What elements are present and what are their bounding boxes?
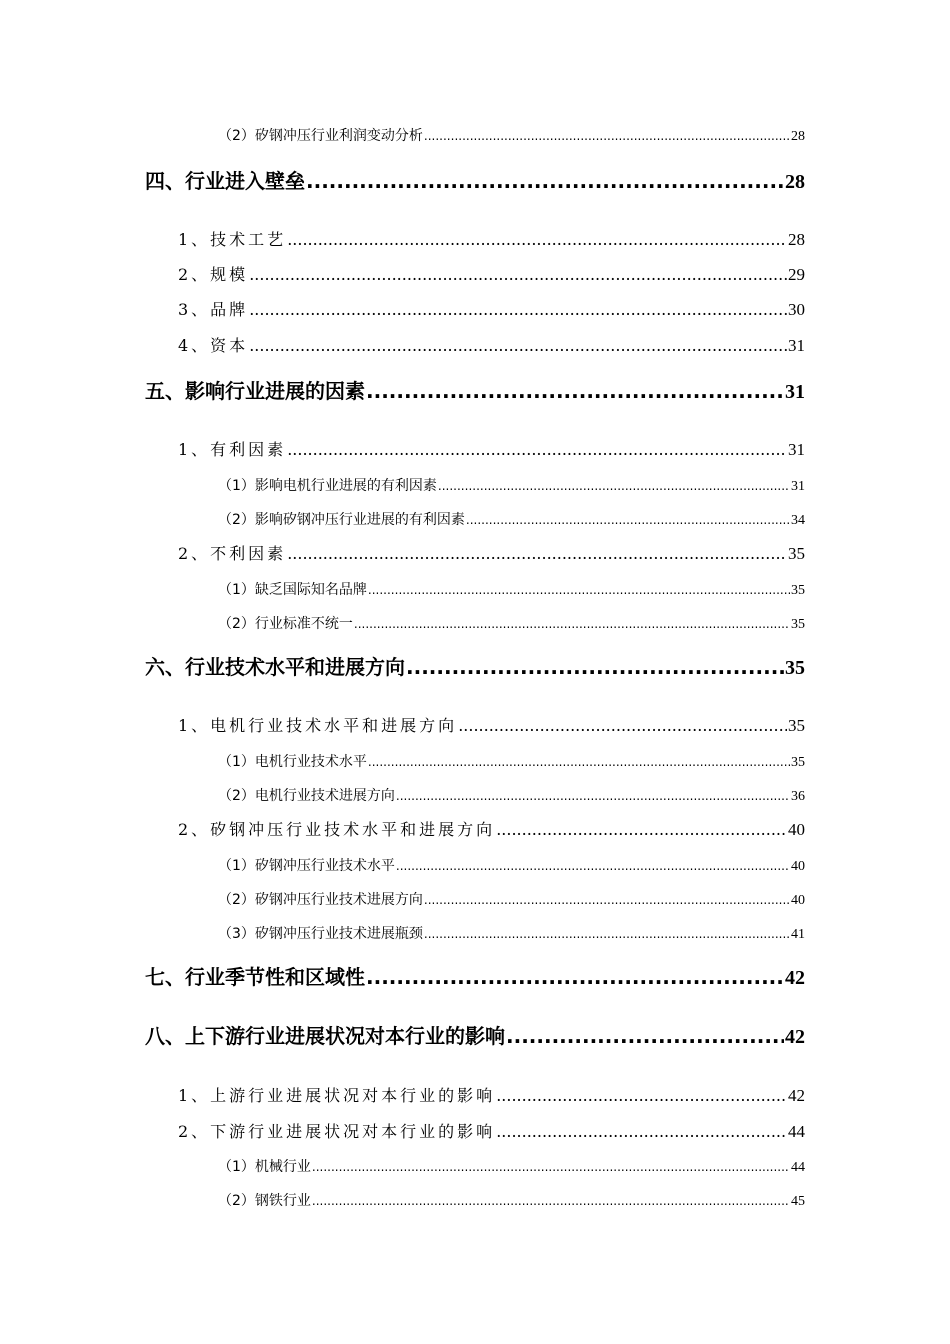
toc-entry-page: 42 <box>785 1026 805 1048</box>
toc-leader-dots <box>366 376 784 406</box>
toc-chapter-entry[interactable] <box>145 376 805 406</box>
toc-section-entry[interactable] <box>178 297 805 323</box>
toc-entry[interactable] <box>218 1189 805 1213</box>
toc-leader-dots <box>287 541 787 567</box>
toc-entry-label: （1）电机行业技术水平 <box>218 754 367 770</box>
toc-entry-page: 45 <box>791 1194 805 1209</box>
toc-entry[interactable] <box>218 612 805 636</box>
toc-entry-page: 42 <box>785 967 805 989</box>
toc-entry[interactable] <box>218 1155 805 1179</box>
toc-leader-dots <box>406 652 784 682</box>
toc-leader-dots <box>438 474 790 498</box>
toc-entry-label: （1）矽钢冲压行业技术水平 <box>218 858 395 874</box>
toc-entry-label: （2）电机行业技术进展方向 <box>218 788 395 804</box>
toc-section-entry[interactable] <box>178 1083 805 1109</box>
toc-entry-label: 1、有利因素 <box>178 440 287 459</box>
toc-entry[interactable] <box>218 888 805 912</box>
toc-entry-label: （2）矽钢冲压行业技术进展方向 <box>218 892 423 908</box>
toc-entry-page: 35 <box>791 583 805 598</box>
toc-entry[interactable] <box>218 578 805 602</box>
toc-leader-dots <box>368 750 790 774</box>
toc-entry[interactable] <box>218 750 805 774</box>
toc-entry-label: （1）影响电机行业进展的有利因素 <box>218 478 437 494</box>
toc-entry-page: 30 <box>788 300 805 319</box>
toc-entry-page: 28 <box>785 171 805 193</box>
toc-chapter-entry[interactable] <box>145 962 805 992</box>
toc-chapter-entry[interactable] <box>145 1021 805 1051</box>
toc-entry-page: 36 <box>791 789 805 804</box>
toc-entry-page: 28 <box>791 129 805 144</box>
toc-leader-dots <box>249 297 787 323</box>
toc-entry-page: 31 <box>788 336 805 355</box>
toc-section-entry[interactable] <box>178 437 805 463</box>
toc-entry-label: 1、上游行业进展状况对本行业的影响 <box>178 1086 496 1105</box>
toc-section-entry[interactable] <box>178 713 805 739</box>
toc-leader-dots <box>396 854 790 878</box>
toc-leader-dots <box>424 922 790 946</box>
toc-leader-dots <box>366 962 784 992</box>
toc-chapter-entry[interactable] <box>145 652 805 682</box>
toc-leader-dots <box>424 124 790 148</box>
toc-entry[interactable] <box>218 784 805 808</box>
toc-entry[interactable] <box>218 922 805 946</box>
toc-entry-label: 八、上下游行业进展状况对本行业的影响 <box>145 1024 505 1048</box>
toc-entry-page: 31 <box>785 381 805 403</box>
toc-entry[interactable] <box>218 854 805 878</box>
toc-entry-label: 六、行业技术水平和进展方向 <box>145 655 405 679</box>
toc-section-entry[interactable] <box>178 541 805 567</box>
toc-section-entry[interactable] <box>178 333 805 359</box>
toc-entry-label: 1、技术工艺 <box>178 230 287 249</box>
toc-leader-dots <box>424 888 790 912</box>
toc-entry-label: （1）机械行业 <box>218 1159 311 1175</box>
toc-entry-page: 28 <box>788 230 805 249</box>
toc-leader-dots <box>287 437 787 463</box>
toc-entry-page: 44 <box>788 1122 805 1141</box>
toc-chapter-entry[interactable] <box>145 166 805 196</box>
toc-entry-label: （2）矽钢冲压行业利润变动分析 <box>218 128 423 144</box>
toc-entry-page: 35 <box>788 716 805 735</box>
toc-entry-label: 3、品牌 <box>178 300 249 319</box>
toc-entry[interactable] <box>218 124 805 148</box>
toc-entry-label: 2、规模 <box>178 265 249 284</box>
toc-entry-label: 2、不利因素 <box>178 544 287 563</box>
toc-leader-dots <box>354 612 790 636</box>
toc-entry-label: （2）钢铁行业 <box>218 1193 311 1209</box>
toc-leader-dots <box>287 227 787 253</box>
toc-leader-dots <box>496 817 787 843</box>
toc-leader-dots <box>312 1189 790 1213</box>
toc-entry-page: 42 <box>788 1086 805 1105</box>
toc-entry-page: 41 <box>791 927 805 942</box>
toc-leader-dots <box>249 262 787 288</box>
toc-entry-label: 七、行业季节性和区域性 <box>145 965 365 989</box>
toc-entry-label: 2、下游行业进展状况对本行业的影响 <box>178 1122 496 1141</box>
toc-leader-dots <box>306 166 784 196</box>
toc-leader-dots <box>496 1119 787 1145</box>
toc-entry-label: （2）行业标准不统一 <box>218 616 353 632</box>
toc-entry-page: 35 <box>785 657 805 679</box>
toc-entry-page: 35 <box>791 617 805 632</box>
toc-leader-dots <box>466 508 790 532</box>
toc-entry[interactable] <box>218 508 805 532</box>
toc-entry-page: 31 <box>788 440 805 459</box>
toc-leader-dots <box>496 1083 787 1109</box>
toc-entry-label: 4、资本 <box>178 336 249 355</box>
toc-leader-dots <box>368 578 790 602</box>
toc-entry[interactable] <box>218 474 805 498</box>
toc-entry-label: 1、电机行业技术水平和进展方向 <box>178 716 458 735</box>
toc-leader-dots <box>396 784 790 808</box>
toc-entry-page: 40 <box>791 893 805 908</box>
toc-entry-label: （2）影响矽钢冲压行业进展的有利因素 <box>218 512 465 528</box>
toc-leader-dots <box>458 713 787 739</box>
toc-entry-label: 四、行业进入壁垒 <box>145 169 305 193</box>
toc-section-entry[interactable] <box>178 817 805 843</box>
toc-leader-dots <box>506 1021 784 1051</box>
toc-entry-label: 2、矽钢冲压行业技术水平和进展方向 <box>178 820 496 839</box>
toc-entry-page: 34 <box>791 513 805 528</box>
toc-entry-page: 29 <box>788 265 805 284</box>
toc-entry-page: 44 <box>791 1160 805 1175</box>
toc-section-entry[interactable] <box>178 227 805 253</box>
toc-section-entry[interactable] <box>178 1119 805 1145</box>
toc-entry-label: 五、影响行业进展的因素 <box>145 379 365 403</box>
toc-entry-page: 40 <box>791 859 805 874</box>
toc-entry-label: （3）矽钢冲压行业技术进展瓶颈 <box>218 926 423 942</box>
toc-leader-dots <box>249 333 787 359</box>
toc-entry-page: 35 <box>788 544 805 563</box>
toc-entry-label: （1）缺乏国际知名品牌 <box>218 582 367 598</box>
toc-entry-page: 31 <box>791 479 805 494</box>
toc-leader-dots <box>312 1155 790 1179</box>
toc-entry-page: 40 <box>788 820 805 839</box>
toc-section-entry[interactable] <box>178 262 805 288</box>
toc-entry-page: 35 <box>791 755 805 770</box>
